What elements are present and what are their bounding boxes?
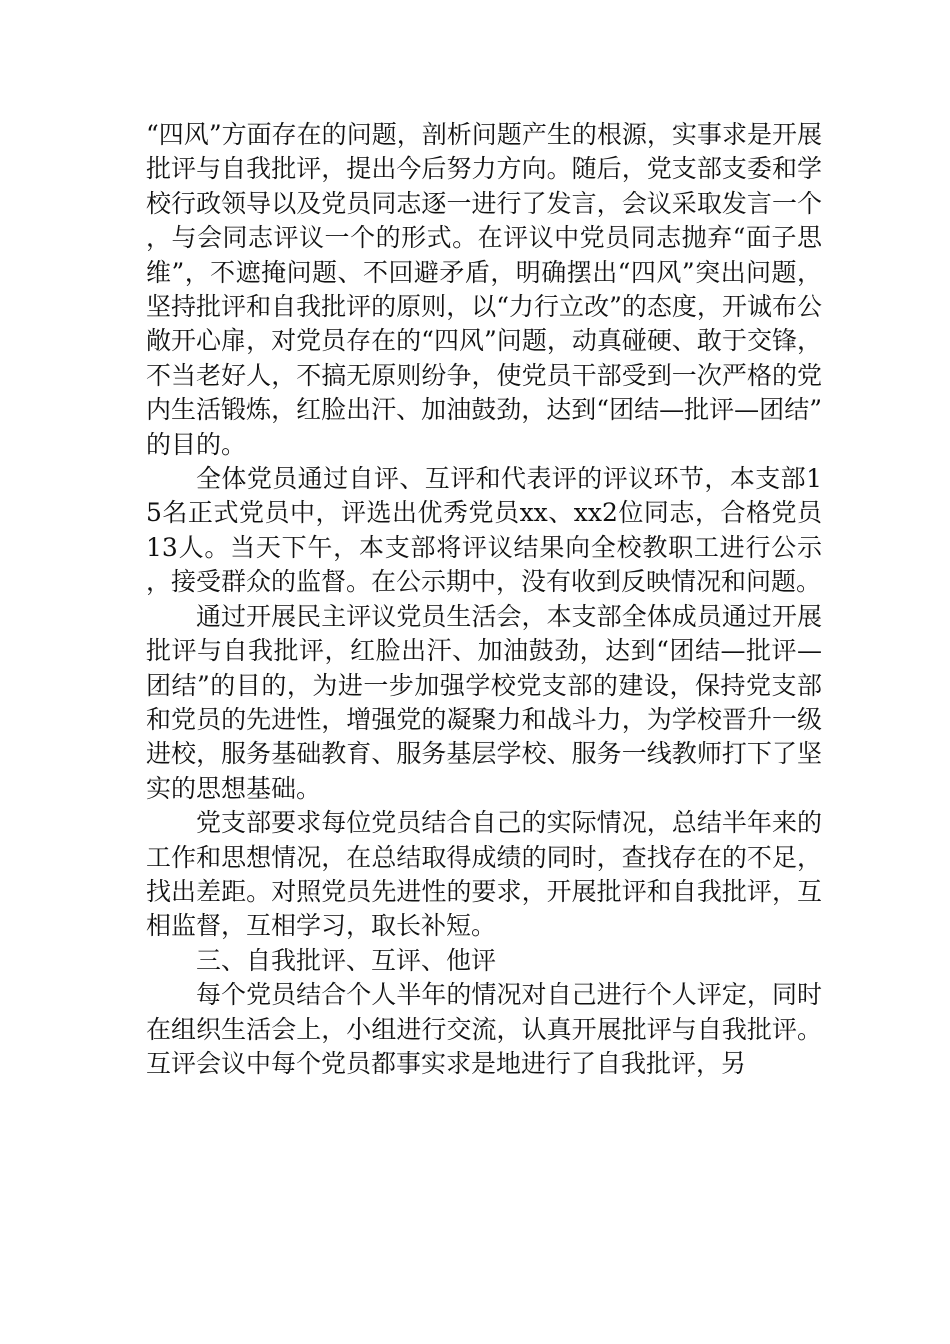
paragraph-3: 通过开展民主评议党员生活会，本支部全体成员通过开展批评与自我批评，红脸出汗、加油鼓劲，达到“团结—批评—团结”的目的，为进一步加强学校党支部的建设，保持党支部和党员的先进性，增强党的凝聚力和战斗力，为学校晋升一级进校，服务基础教育、服务基层学校、服务一线教师打下了坚实的思想基础。 xyxy=(146,601,822,803)
paragraph-2: 全体党员通过自评、互评和代表评的评议环节，本支部15名正式党员中，评选出优秀党员xx、xx2位同志，合格党员13人。当天下午，本支部将评议结果向全校教职工进行公示，接受群众的监督。在公示期中，没有收到反映情况和问题。 xyxy=(146,464,822,597)
paragraph-1: “四风”方面存在的问题，剖析问题产生的根源，实事求是开展批评与自我批评，提出今后努力方向。随后，党支部支委和学校行政领导以及党员同志逐一进行了发言，会议采取发言一个，与会同志评议一个的形式。在评议中党员同志抛弃“面子思维”，不遮掩问题、不回避矛盾，明确摆出“四风”突出问题，坚持批评和自我批评的原则，以“力行立改”的态度，开诚布公敞开心扉，对党员存在的“四风”问题，动真碰硬、敢于交锋，不当老好人，不搞无原则纷争，使党员干部受到一次严格的党内生活锻炼，红脸出汗、加油鼓劲，达到“团结—批评—团结”的目的。 xyxy=(146,120,822,459)
paragraph-4: 党支部要求每位党员结合自己的实际情况，总结半年来的工作和思想情况，在总结取得成绩的同时，查找存在的不足，找出差距。对照党员先进性的要求，开展批评和自我批评，互相监督，互相学习，取长补短。 xyxy=(146,808,822,941)
paragraph-6: 每个党员结合个人半年的情况对自己进行个人评定，同时在组织生活会上，小组进行交流，认真开展批评与自我批评。互评会议中每个党员都事实求是地进行了自我批评，另 xyxy=(146,980,822,1078)
section-heading-3: 三、自我批评、互评、他评 xyxy=(196,945,497,975)
document-body xyxy=(146,118,822,1081)
